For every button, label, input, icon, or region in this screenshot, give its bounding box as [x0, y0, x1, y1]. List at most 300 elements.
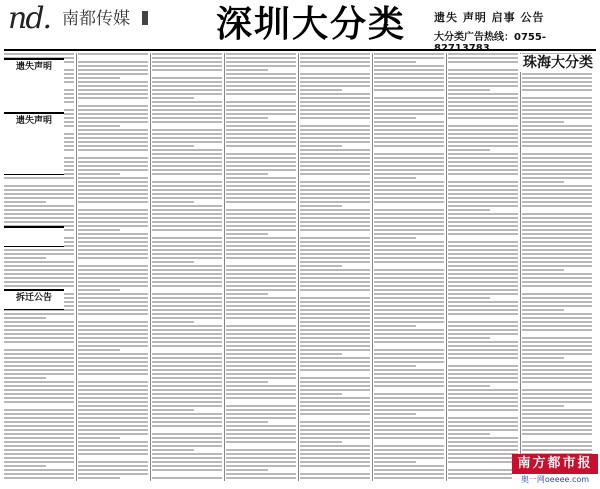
ad-text-line	[78, 129, 148, 131]
ad-text-line	[78, 373, 148, 375]
ad-text-line	[152, 217, 222, 219]
ad-text-line	[522, 397, 592, 399]
ad-text-line	[78, 401, 148, 403]
ad-text-line	[300, 337, 370, 339]
ad-text-line	[300, 465, 370, 467]
ad-text-line	[152, 53, 222, 55]
nd-logo-mark: nd.	[8, 1, 51, 36]
ad-text-line	[152, 453, 222, 455]
ad-text-line	[522, 417, 592, 419]
ad-text-line	[448, 401, 518, 403]
ad-text-line	[374, 209, 444, 211]
zhuhai-section-title: 珠海大分类	[520, 54, 596, 72]
ad-text-line	[448, 129, 518, 131]
ad-text-line	[4, 473, 74, 475]
ad-text-line	[448, 469, 518, 471]
classified-column-7	[448, 53, 518, 481]
ad-text-line	[522, 221, 592, 223]
ad-text-line	[226, 345, 296, 347]
ad-text-line	[152, 329, 222, 331]
ad-text-line	[78, 125, 120, 127]
ad-text-line	[226, 61, 296, 63]
ad-text-line	[448, 329, 518, 331]
classified-column-2	[78, 53, 148, 481]
ad-text-line	[4, 385, 74, 387]
ad-text-line	[522, 141, 592, 143]
ad-text-line	[448, 213, 518, 215]
ad-text-line	[374, 97, 444, 99]
ad-text-line	[78, 65, 148, 67]
ad-text-line	[152, 421, 222, 423]
ad-text-line	[78, 477, 120, 479]
ad-text-line	[226, 377, 296, 379]
ad-text-line	[448, 349, 518, 351]
ad-text-line	[374, 197, 444, 199]
ad-text-line	[374, 337, 444, 339]
ad-text-line	[522, 277, 592, 279]
ad-text-line	[78, 201, 148, 203]
ad-text-line	[448, 193, 518, 195]
ad-text-line	[374, 409, 444, 411]
ad-text-line	[152, 469, 222, 471]
ad-text-line	[4, 185, 74, 187]
ad-text-line	[448, 261, 518, 263]
ad-text-line	[152, 317, 222, 319]
ad-text-line	[226, 133, 296, 135]
ad-text-line	[448, 225, 518, 227]
ad-text-line	[522, 345, 592, 347]
ad-text-line	[78, 389, 148, 391]
demolition-notice-box	[4, 289, 64, 310]
ad-text-line	[300, 133, 370, 135]
ad-text-line	[300, 165, 370, 167]
ad-text-line	[152, 261, 194, 263]
ad-text-line	[374, 129, 444, 131]
ad-text-line	[374, 185, 444, 187]
ad-text-line	[522, 117, 592, 119]
ad-text-line	[522, 329, 592, 331]
ad-text-line	[374, 201, 444, 203]
ad-text-line	[374, 377, 444, 379]
ad-text-line	[522, 201, 592, 203]
ad-text-line	[4, 393, 74, 395]
ad-text-line	[448, 325, 518, 327]
ad-text-line	[448, 209, 490, 211]
ad-text-line	[448, 145, 518, 147]
ad-text-line	[152, 117, 222, 119]
ad-text-line	[448, 293, 518, 295]
ad-text-line	[374, 229, 444, 231]
ad-text-line	[226, 225, 296, 227]
ad-text-line	[226, 77, 296, 79]
ad-text-line	[226, 141, 296, 143]
ad-text-line	[300, 209, 370, 211]
ad-text-line	[152, 249, 222, 251]
ad-text-line	[300, 437, 370, 439]
ad-text-line	[78, 161, 148, 163]
ad-text-line	[448, 265, 518, 267]
ad-text-line	[522, 113, 592, 115]
ad-text-line	[300, 349, 370, 351]
ad-text-line	[152, 213, 222, 215]
ad-text-line	[152, 245, 222, 247]
ad-text-line	[78, 353, 148, 355]
ad-text-line	[448, 113, 518, 115]
ad-text-line	[448, 249, 518, 251]
ad-text-line	[226, 425, 296, 427]
ad-text-line	[448, 365, 518, 367]
ad-text-line	[300, 173, 370, 175]
ad-text-line	[78, 53, 148, 55]
ad-text-line	[374, 145, 444, 147]
ad-text-line	[522, 293, 592, 295]
ad-text-line	[374, 213, 444, 215]
ad-text-line	[78, 197, 148, 199]
ad-text-line	[4, 269, 74, 271]
ad-text-line	[78, 429, 148, 431]
ad-text-line	[152, 89, 222, 91]
ad-text-line	[522, 153, 592, 155]
ad-text-line	[448, 321, 518, 323]
ad-text-line	[374, 353, 444, 355]
ad-text-line	[152, 313, 222, 315]
ad-text-line	[522, 165, 592, 167]
ad-text-line	[152, 385, 222, 387]
ad-text-line	[522, 317, 592, 319]
ad-text-line	[448, 89, 490, 91]
ad-text-line	[374, 153, 444, 155]
ad-text-line	[226, 53, 296, 55]
ad-text-line	[152, 157, 222, 159]
ad-text-line	[374, 157, 444, 159]
ad-text-line	[522, 129, 592, 131]
ad-text-line	[226, 221, 296, 223]
ad-text-line	[78, 361, 148, 363]
ad-text-line	[374, 325, 416, 327]
ad-text-line	[300, 193, 370, 195]
ad-text-line	[78, 397, 148, 399]
ad-text-line	[4, 349, 74, 351]
ad-text-line	[78, 385, 148, 387]
ad-text-line	[4, 453, 74, 455]
ad-text-line	[374, 309, 444, 311]
ad-text-line	[300, 57, 370, 59]
ad-text-line	[374, 445, 444, 447]
ad-text-line	[4, 437, 74, 439]
ad-text-line	[448, 257, 518, 259]
ad-text-line	[226, 125, 296, 127]
ad-text-line	[374, 77, 444, 79]
ad-text-line	[152, 393, 222, 395]
ad-text-line	[226, 69, 268, 71]
ad-text-line	[522, 281, 592, 283]
ad-text-line	[448, 477, 518, 479]
ad-text-line	[226, 469, 268, 471]
ad-text-line	[374, 269, 444, 271]
ad-text-line	[300, 453, 370, 455]
ad-text-line	[226, 357, 296, 359]
ad-text-line	[448, 309, 518, 311]
ad-text-line	[448, 57, 518, 59]
media-group-name: 南都传媒	[62, 9, 130, 29]
ad-text-line	[226, 477, 296, 479]
ad-text-line	[374, 357, 444, 359]
ad-text-line	[152, 361, 222, 363]
ad-text-line	[522, 133, 592, 135]
ad-text-line	[4, 257, 46, 259]
ad-text-line	[152, 109, 222, 111]
ad-text-line	[152, 101, 222, 103]
ad-text-line	[300, 169, 370, 171]
ad-text-line	[78, 257, 148, 259]
ad-text-line	[78, 461, 148, 463]
ad-text-line	[152, 309, 222, 311]
ad-text-line	[152, 405, 222, 407]
ad-text-line	[78, 433, 148, 435]
ad-text-line	[300, 381, 370, 383]
ad-text-line	[522, 301, 592, 303]
ad-text-line	[4, 317, 46, 319]
ad-text-line	[374, 417, 444, 419]
ad-text-line	[78, 137, 148, 139]
ad-text-line	[374, 217, 444, 219]
ad-text-line	[522, 253, 592, 255]
ad-text-line	[78, 69, 148, 71]
ad-text-line	[226, 137, 296, 139]
ad-text-line	[152, 293, 222, 295]
ad-text-line	[152, 413, 222, 415]
ad-text-line	[522, 405, 564, 407]
ad-text-line	[4, 413, 74, 415]
ad-text-line	[152, 201, 194, 203]
ad-text-line	[152, 193, 222, 195]
ad-text-line	[4, 469, 74, 471]
ad-text-line	[152, 425, 222, 427]
ad-text-line	[448, 157, 518, 159]
ad-text-line	[300, 473, 370, 475]
ad-text-line	[448, 117, 518, 119]
notice-types: 遗失 声明 启事 公告	[434, 11, 545, 24]
ad-text-line	[300, 137, 370, 139]
ad-text-line	[448, 165, 518, 167]
classified-column-6	[374, 53, 444, 481]
ad-text-line	[300, 141, 370, 143]
ad-text-line	[300, 221, 370, 223]
ad-text-line	[78, 297, 148, 299]
ad-text-line	[374, 121, 444, 123]
notice-box-3	[4, 226, 64, 247]
ad-text-line	[152, 461, 222, 463]
ad-text-line	[374, 461, 416, 463]
ad-text-line	[78, 289, 120, 291]
ad-text-line	[522, 173, 592, 175]
ad-text-line	[300, 261, 370, 263]
ad-text-line	[78, 97, 148, 99]
ad-text-line	[448, 53, 518, 55]
ad-text-line	[522, 373, 592, 375]
ad-text-line	[374, 169, 444, 171]
page-header	[0, 0, 600, 50]
ad-text-line	[78, 229, 120, 231]
ad-text-line	[522, 337, 592, 339]
ad-text-line	[226, 341, 296, 343]
ad-text-line	[522, 393, 592, 395]
ad-text-line	[226, 109, 296, 111]
ad-text-line	[448, 353, 518, 355]
ad-text-line	[78, 333, 148, 335]
ad-text-line	[300, 325, 370, 327]
ad-text-line	[522, 161, 592, 163]
ad-text-line	[300, 205, 342, 207]
ad-text-line	[374, 305, 444, 307]
ad-text-line	[4, 333, 74, 335]
ad-text-line	[448, 69, 518, 71]
ad-text-line	[78, 413, 148, 415]
ad-text-line	[522, 205, 592, 207]
ad-text-line	[4, 265, 74, 267]
ad-text-line	[374, 57, 444, 59]
ad-text-line	[226, 333, 296, 335]
ad-text-line	[522, 321, 592, 323]
ad-text-line	[374, 73, 444, 75]
ad-text-line	[448, 285, 518, 287]
ad-text-line	[448, 81, 518, 83]
ad-text-line	[226, 173, 268, 175]
ad-text-line	[300, 189, 370, 191]
ad-text-line	[78, 109, 148, 111]
oeeee-site-name: 奥一网oeeee.com	[512, 474, 598, 486]
ad-text-line	[522, 409, 592, 411]
ad-text-line	[4, 441, 74, 443]
ad-text-line	[522, 261, 592, 263]
ad-text-line	[152, 181, 222, 183]
ad-text-line	[448, 345, 518, 347]
ad-text-line	[300, 317, 370, 319]
column-separator	[224, 53, 225, 481]
ad-text-line	[152, 65, 222, 67]
ad-text-line	[152, 477, 222, 479]
ad-text-line	[522, 181, 564, 183]
ad-text-line	[374, 257, 444, 259]
ad-text-line	[374, 125, 444, 127]
ad-text-line	[522, 285, 592, 287]
ad-text-line	[448, 289, 518, 291]
ad-text-line	[448, 333, 518, 335]
ad-text-line	[78, 405, 148, 407]
ad-text-line	[374, 141, 444, 143]
ad-text-line	[448, 277, 518, 279]
ad-text-line	[374, 253, 444, 255]
ad-text-line	[4, 401, 74, 403]
ad-text-line	[4, 253, 74, 255]
ad-text-line	[152, 209, 222, 211]
ad-text-line	[4, 273, 74, 275]
ad-text-line	[78, 393, 148, 395]
ad-text-line	[522, 189, 592, 191]
ad-text-line	[300, 253, 370, 255]
ad-text-line	[448, 229, 518, 231]
ad-text-line	[4, 325, 74, 327]
ad-text-line	[300, 305, 370, 307]
ad-text-line	[78, 121, 148, 123]
ad-text-line	[448, 357, 518, 359]
ad-text-line	[300, 313, 370, 315]
ad-text-line	[226, 293, 268, 295]
ad-text-line	[374, 425, 444, 427]
ad-text-line	[448, 385, 490, 387]
ad-text-line	[522, 429, 592, 431]
ad-text-line	[448, 433, 490, 435]
ad-text-line	[300, 97, 370, 99]
ad-text-line	[226, 369, 296, 371]
ad-text-line	[448, 449, 518, 451]
ad-text-line	[226, 429, 296, 431]
ad-text-line	[152, 161, 222, 163]
ad-text-line	[522, 401, 592, 403]
ad-text-line	[374, 233, 444, 235]
ad-text-line	[522, 353, 592, 355]
ad-text-line	[78, 301, 148, 303]
ad-text-line	[448, 301, 518, 303]
ad-text-line	[300, 117, 370, 119]
ad-text-line	[152, 321, 194, 323]
ad-text-line	[152, 325, 222, 327]
ad-text-line	[300, 61, 370, 63]
ad-text-line	[226, 281, 296, 283]
ad-text-line	[78, 473, 148, 475]
ad-text-line	[152, 221, 222, 223]
ad-text-line	[226, 273, 296, 275]
ad-text-line	[448, 77, 518, 79]
ad-text-line	[152, 133, 222, 135]
column-separator	[150, 53, 151, 481]
ad-text-line	[374, 173, 444, 175]
ad-text-line	[4, 449, 74, 451]
ad-text-line	[300, 157, 370, 159]
demolition-notice-title: 拆迁公告	[15, 293, 52, 303]
ad-text-line	[522, 213, 592, 215]
ad-text-line	[152, 401, 222, 403]
ad-text-line	[374, 85, 444, 87]
header-rule	[4, 49, 596, 51]
ad-text-line	[300, 377, 370, 379]
ad-text-line	[522, 249, 592, 251]
ad-text-line	[4, 461, 74, 463]
ad-text-line	[448, 445, 518, 447]
ad-text-line	[374, 341, 444, 343]
ad-text-line	[78, 453, 148, 455]
ad-text-line	[448, 421, 518, 423]
ad-text-line	[300, 237, 370, 239]
ad-text-line	[4, 457, 74, 459]
ad-text-line	[226, 393, 296, 395]
ad-text-line	[300, 289, 370, 291]
ad-text-line	[78, 225, 148, 227]
ad-text-line	[448, 457, 518, 459]
ad-text-line	[78, 173, 120, 175]
ad-text-line	[226, 93, 296, 95]
ad-text-line	[300, 85, 370, 87]
ad-text-line	[226, 409, 296, 411]
ad-text-line	[4, 417, 74, 419]
ad-text-line	[152, 409, 194, 411]
ad-text-line	[374, 449, 444, 451]
ad-text-line	[152, 397, 222, 399]
ad-text-line	[522, 445, 592, 447]
ad-text-line	[300, 393, 342, 395]
ad-text-line	[152, 381, 222, 383]
ad-text-line	[152, 169, 222, 171]
